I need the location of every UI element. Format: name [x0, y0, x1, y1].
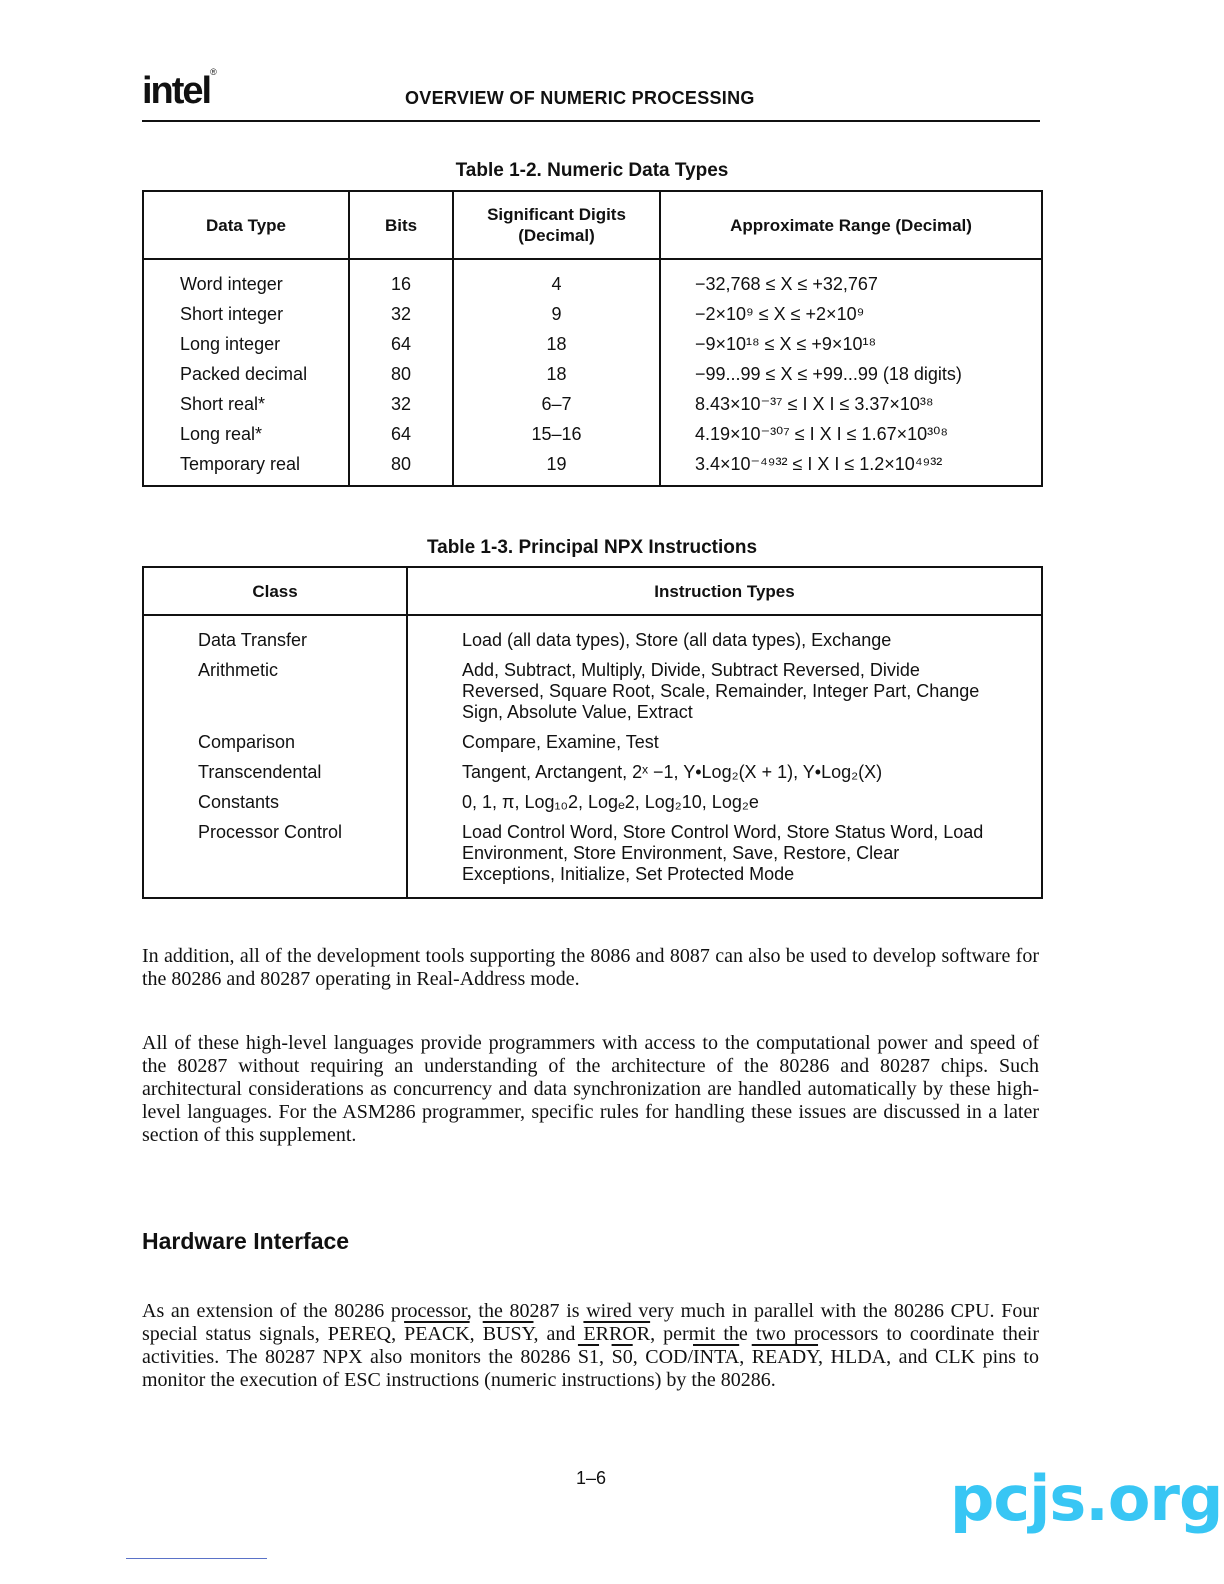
cell-digits: 4 — [453, 259, 660, 299]
cell-data-type: Short real* — [143, 389, 349, 419]
table-row — [143, 389, 1042, 419]
cell-bits: 16 — [349, 259, 453, 299]
cell-instruction-types: Compare, Examine, Test — [407, 727, 1042, 757]
cell-digits: 18 — [453, 329, 660, 359]
cell-range: −2×10⁹ ≤ X ≤ +2×10⁹ — [660, 299, 1042, 329]
col-header-class: Class — [143, 567, 407, 615]
paragraph-dev-tools: In addition, all of the development tools supporting the 8086 and 8087 can also be used to develop software for the 80286 and 80287 operating in Real-Address mode. — [142, 945, 1039, 990]
table-row — [143, 727, 1042, 757]
cell-data-type: Packed decimal — [143, 359, 349, 389]
table-row — [143, 259, 1042, 299]
cell-range: 4.19×10⁻³⁰⁷ ≤ I X I ≤ 1.67×10³⁰⁸ — [660, 419, 1042, 449]
table-row — [143, 419, 1042, 449]
cell-class: Arithmetic — [143, 655, 407, 727]
cell-bits: 80 — [349, 449, 453, 486]
cell-bits: 64 — [349, 419, 453, 449]
header-rule — [142, 120, 1040, 122]
running-title: OVERVIEW OF NUMERIC PROCESSING — [405, 88, 755, 108]
cell-class: Transcendental — [143, 757, 407, 787]
table-row — [143, 329, 1042, 359]
cell-range: −32,768 ≤ X ≤ +32,767 — [660, 259, 1042, 299]
cell-range: 8.43×10⁻³⁷ ≤ I X I ≤ 3.37×10³⁸ — [660, 389, 1042, 419]
cell-bits: 32 — [349, 389, 453, 419]
paragraph-hardware-interface: As an extension of the 80286 processor, the 80287 is wired very much in parallel with the 80286 CPU. Four special status signals, PEREQ, PEACK, BUSY, and ERROR, permit the two processors to coordinate their activities. The 80287 NPX also monitors the 80286 S1, S0, COD/INTA, READY, HLDA, and CLK pins to monitor the execution of ESC instructions (numeric instructions) by the 80286. — [142, 1300, 1039, 1391]
cell-bits: 32 — [349, 299, 453, 329]
col-header-bits: Bits — [349, 191, 453, 259]
cell-digits: 9 — [453, 299, 660, 329]
cell-bits: 64 — [349, 329, 453, 359]
cell-instruction-types: Load (all data types), Store (all data types), Exchange — [407, 615, 1042, 655]
signal-ready: READY — [751, 1346, 819, 1368]
signal-busy: BUSY — [482, 1323, 534, 1345]
cell-digits: 19 — [453, 449, 660, 486]
cell-range: −99...99 ≤ X ≤ +99...99 (18 digits) — [660, 359, 1042, 389]
numeric-data-types-table — [142, 190, 1043, 487]
cell-instruction-types: Add, Subtract, Multiply, Divide, Subtract Reversed, Divide Reversed, Square Root, Scale, Remainder, Integer Part, Change Sign, Absolute Value, Extract — [407, 655, 1042, 727]
paragraph-high-level-languages: All of these high-level languages provide programmers with access to the computational power and speed of the 80287 without requiring an understanding of the architecture of the 80286 and 80287 chips. Such architectural considerations as concurrency and data synchronization are handled automatically by these high-level languages. For the ASM286 programmer, specific rules for handling these issues are discussed in a later section of this supplement. — [142, 1032, 1039, 1146]
intel-logo: intel® — [142, 67, 217, 112]
table1-title: Table 1-2. Numeric Data Types — [455, 160, 729, 181]
npx-instructions-table — [142, 566, 1043, 899]
section-heading: Hardware Interface — [142, 1228, 350, 1254]
table2-title: Table 1-3. Principal NPX Instructions — [426, 537, 758, 558]
signal-inta: INTA — [693, 1346, 740, 1368]
cell-digits: 15–16 — [453, 419, 660, 449]
signal-s0: S0 — [611, 1346, 633, 1368]
signal-error: ERROR — [583, 1323, 651, 1345]
cell-range: 3.4×10⁻⁴⁹³² ≤ I X I ≤ 1.2×10⁴⁹³² — [660, 449, 1042, 486]
cell-instruction-types: Tangent, Arctangent, 2ˣ −1, Y•Log₂(X + 1), Y•Log₂(X) — [407, 757, 1042, 787]
footer-rule — [126, 1558, 267, 1559]
cell-data-type: Word integer — [143, 259, 349, 299]
cell-class: Processor Control — [143, 817, 407, 898]
table-row — [143, 299, 1042, 329]
col-header-significant-digits: Significant Digits (Decimal) — [453, 191, 660, 259]
cell-digits: 18 — [453, 359, 660, 389]
table-row — [143, 757, 1042, 787]
cell-instruction-types: Load Control Word, Store Control Word, Store Status Word, Load Environment, Store Environment, Save, Restore, Clear Exceptions, Initialize, Set Protected Mode — [407, 817, 1042, 898]
cell-digits: 6–7 — [453, 389, 660, 419]
cell-class: Data Transfer — [143, 615, 407, 655]
table-row — [143, 787, 1042, 817]
cell-bits: 80 — [349, 359, 453, 389]
cell-class: Comparison — [143, 727, 407, 757]
col-header-approx-range: Approximate Range (Decimal) — [660, 191, 1042, 259]
cell-data-type: Short integer — [143, 299, 349, 329]
page-number: 1–6 — [575, 1468, 607, 1488]
cell-data-type: Temporary real — [143, 449, 349, 486]
cell-data-type: Long integer — [143, 329, 349, 359]
table-row — [143, 615, 1042, 655]
table-row — [143, 449, 1042, 486]
col-header-data-type: Data Type — [143, 191, 349, 259]
signal-s1: S1 — [577, 1346, 600, 1368]
cell-range: −9×10¹⁸ ≤ X ≤ +9×10¹⁸ — [660, 329, 1042, 359]
table-row — [143, 817, 1042, 898]
cell-instruction-types: 0, 1, π, Log₁₀2, Logₑ2, Log₂10, Log₂e — [407, 787, 1042, 817]
pcjs-watermark: pcjs.org — [950, 1462, 1223, 1535]
cell-class: Constants — [143, 787, 407, 817]
signal-peack: PEACK — [404, 1323, 470, 1345]
registered-mark: ® — [210, 67, 217, 78]
col-header-instruction-types: Instruction Types — [407, 567, 1042, 615]
table-row — [143, 655, 1042, 727]
cell-data-type: Long real* — [143, 419, 349, 449]
table-row — [143, 359, 1042, 389]
